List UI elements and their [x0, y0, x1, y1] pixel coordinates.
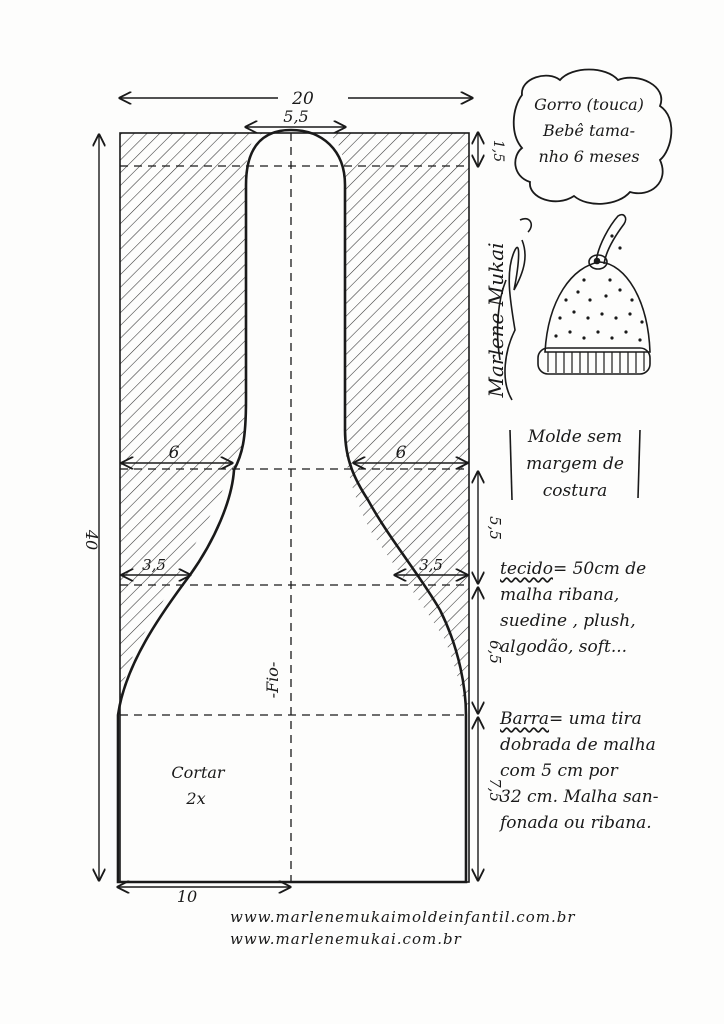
dim-top-width: 5,5 — [283, 107, 309, 126]
fabric-line-1: = 50cm de — [552, 559, 647, 579]
cut-label-line2: 2x — [186, 789, 206, 808]
band-line-5: fonada ou ribana. — [500, 813, 652, 833]
signature-text: Marlene Mukai — [484, 242, 508, 398]
fabric-note — [500, 556, 715, 660]
title-line-2: Bebê tama- — [542, 121, 636, 140]
dim-right-offset-upper: 6 — [395, 443, 407, 463]
mold-line-2: margem de — [526, 454, 624, 474]
dim-total-height: 40 — [82, 529, 101, 551]
title-line-1: Gorro (touca) — [534, 95, 644, 114]
band-line-3: com 5 cm por — [500, 761, 618, 781]
mold-note — [510, 424, 640, 505]
band-line-4: 32 cm. Malha san- — [500, 787, 659, 807]
dim-segment-1: 5,5 — [486, 516, 504, 540]
fabric-line-3: suedine , plush, — [500, 611, 636, 631]
grain-line-label: -Fio- — [263, 661, 282, 699]
cut-label-line1: Cortar — [171, 763, 225, 782]
mold-line-3: costura — [542, 481, 608, 501]
dim-left-offset-upper: 6 — [168, 443, 180, 463]
fabric-line-2: malha ribana, — [500, 585, 620, 605]
band-label: Barra — [500, 709, 550, 729]
url-primary[interactable]: www.marlenemukaimoldeinfantil.com.br — [230, 908, 576, 926]
fabric-line-4: algodão, soft... — [500, 637, 628, 657]
band-line-2: dobrada de malha — [500, 735, 656, 755]
dim-segment-3: 7,5 — [486, 778, 504, 802]
url-secondary[interactable]: www.marlenemukai.com.br — [230, 930, 462, 948]
dim-top-height: 1,5 — [490, 139, 506, 163]
dim-left-offset-lower: 3,5 — [142, 556, 166, 574]
dim-total-width: 20 — [292, 89, 314, 109]
website-urls — [230, 906, 660, 950]
title-line-3: nho 6 meses — [538, 147, 640, 166]
title-note — [524, 92, 654, 170]
mold-line-1: Molde sem — [527, 427, 623, 447]
band-note — [500, 706, 715, 836]
fabric-label: tecido — [500, 559, 553, 579]
band-line-1: = uma tira — [549, 709, 642, 729]
baby-hat-illustration — [538, 215, 650, 374]
dim-bottom-width: 10 — [176, 887, 198, 906]
dim-segment-2: 6,5 — [486, 640, 504, 664]
dim-right-offset-lower: 3,5 — [419, 556, 443, 574]
